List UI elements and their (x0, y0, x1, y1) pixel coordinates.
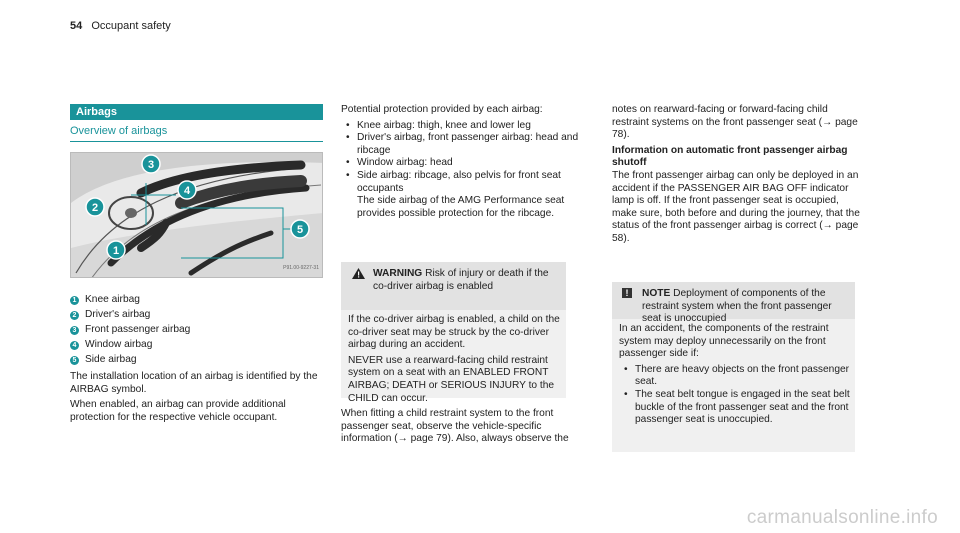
legend-label: Knee airbag (85, 294, 140, 306)
warning-label: WARNING (373, 268, 423, 279)
watermark: carmanualsonline.info (746, 507, 938, 528)
list-item: • Driver's airbag, front passenger airbag: head and ribcage (341, 132, 586, 157)
legend-number-badge: 5 (70, 356, 79, 365)
exclamation-icon: ! (622, 288, 632, 298)
list-item: • Side airbag: ribcage, also pelvis for front seat occupants The side airbag of the AMG Performance seat provides possible protection for the ribcage. (341, 170, 586, 220)
legend-label: Front passenger airbag (85, 324, 191, 336)
note-label: NOTE (642, 288, 671, 299)
page-number: 54 (70, 20, 83, 32)
callout-2 (86, 198, 104, 216)
list-item: • There are heavy objects on the front passenger seat. (619, 364, 851, 389)
paragraph: NEVER use a rearward-facing child restraint system on a seat with an ENABLED FRONT AIRBAG; DEATH or SERIOUS INJURY to the CHILD can occur. (348, 354, 555, 404)
column-2 (341, 104, 586, 220)
legend-item (70, 338, 330, 353)
figure-id: P91.00-9227-31 (283, 265, 319, 272)
page-header (70, 20, 171, 33)
note-box (612, 282, 855, 452)
paragraph: notes on rearward-facing or forward-facing child restraint systems on the front passenger seat (→ page 78). (612, 104, 858, 141)
svg-text:4: 4 (183, 185, 191, 197)
svg-text:1: 1 (112, 245, 120, 257)
bullet-list (341, 120, 586, 221)
callout-1 (107, 241, 125, 259)
paragraph: In an accident, the components of the restraint system may deploy unnecessarily on the front passenger side if: (619, 323, 829, 360)
list-item-subtext: The side airbag of the AMG Performance seat provides possible protection for the ribcage. (357, 195, 565, 219)
legend-item (70, 308, 330, 323)
legend-item (70, 323, 330, 338)
legend-label: Window airbag (85, 339, 153, 351)
paragraph: The front passenger airbag can only be deployed in an accident if the PASSENGER AIR BAG OFF indicator lamp is off. If the front passenger seat is occupied, make sure, both before and during the journey, that the status of the front passenger airbag is correct (→ page 58). (612, 169, 860, 244)
legend-number-badge: 1 (70, 296, 79, 305)
note-header (612, 282, 855, 325)
callout-4 (178, 181, 196, 199)
paragraph: When fitting a child restraint system to the front passenger seat, observe the vehicle-specific information (→ page 79). Also, always observe the (341, 408, 569, 445)
legend-item (70, 353, 330, 368)
car-interior-drawing (71, 153, 323, 278)
list-item: • The seat belt tongue is engaged in the seat belt buckle of the front passenger seat and the front passenger seat is unoccupied. (619, 389, 851, 427)
legend-label: Driver's airbag (85, 309, 151, 321)
bullet-list (619, 364, 851, 427)
info-heading: Information on automatic front passenger airbag shutoff (612, 144, 848, 169)
note-body (619, 323, 851, 427)
legend-number-badge: 3 (70, 326, 79, 335)
legend-item (70, 293, 330, 308)
airbag-illustration (70, 152, 323, 278)
figure-legend (70, 293, 330, 427)
paragraph: If the co-driver airbag is enabled, a child on the co-driver seat may be struck by the co-driver airbag during an accident. (348, 314, 560, 351)
warning-header (341, 262, 566, 310)
legend-label: Side airbag (85, 354, 137, 366)
chapter-title: Occupant safety (91, 20, 171, 32)
warning-box (341, 262, 566, 404)
section-title: Airbags (70, 104, 323, 120)
list-item: • Knee airbag: thigh, knee and lower leg (341, 120, 586, 133)
note-text: Deployment of components of the restraint system when the front passenger seat is unoccupied (642, 288, 832, 325)
warning-body (348, 314, 560, 408)
legend-number-badge: 4 (70, 341, 79, 350)
paragraph: Potential protection provided by each airbag: (341, 104, 543, 115)
subheading: Overview of airbags (70, 124, 323, 142)
paragraph: The installation location of an airbag is identified by the AIRBAG symbol. (70, 371, 318, 395)
warning-triangle-icon (352, 268, 365, 284)
svg-text:2: 2 (91, 202, 99, 214)
callout-5 (291, 220, 309, 238)
column-3 (612, 104, 864, 249)
legend-number-badge: 2 (70, 311, 79, 320)
svg-text:5: 5 (296, 224, 304, 236)
list-item: • Window airbag: head (341, 157, 586, 170)
svg-text:3: 3 (147, 159, 155, 171)
paragraph: When enabled, an airbag can provide additional protection for the respective vehicle occupant. (70, 399, 286, 423)
warning-text: Risk of injury or death if the co-driver airbag is enabled (373, 268, 549, 292)
callout-3 (142, 155, 160, 173)
